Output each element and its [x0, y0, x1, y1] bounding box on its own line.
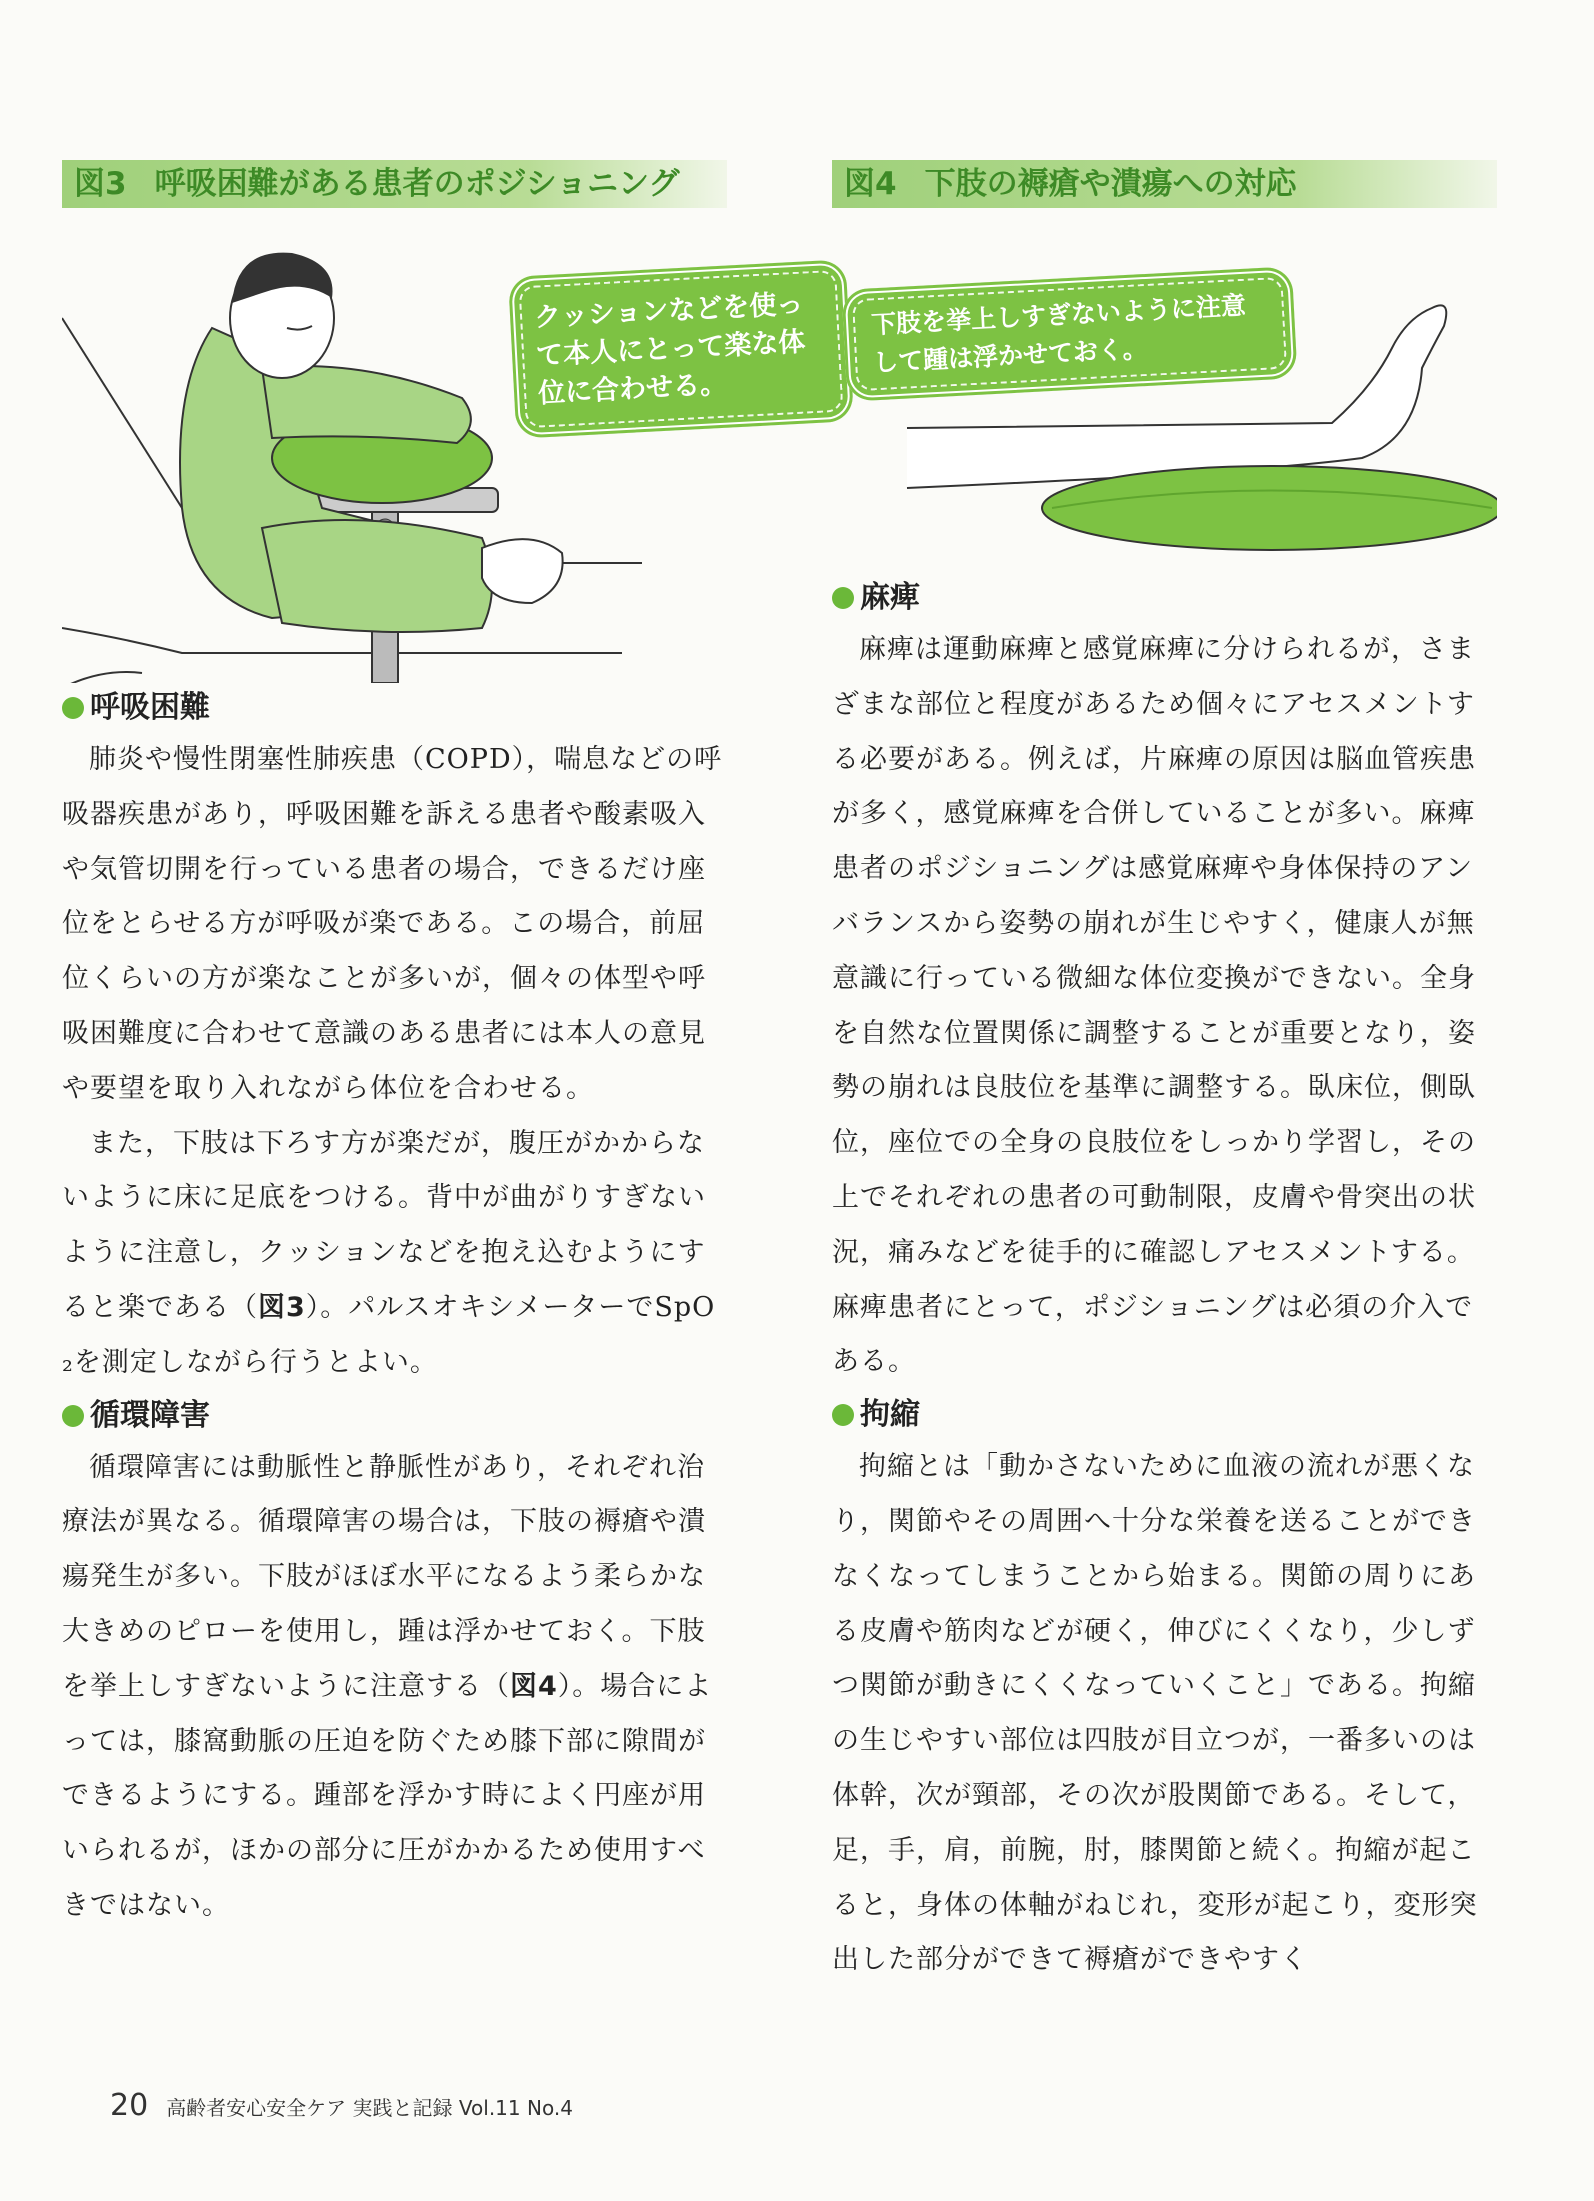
- bullet-icon: [832, 587, 854, 609]
- bullet-icon: [832, 1404, 854, 1426]
- figure4-title: 下肢の褥瘡や潰瘍への対応: [924, 166, 1297, 202]
- page-number: 20: [110, 2088, 149, 2123]
- right-column: [832, 160, 1497, 1988]
- figure4-callout: 下肢を挙上しすぎないように注意して踵は浮かせておく。: [841, 266, 1297, 401]
- figure3-title-bar: [62, 160, 727, 208]
- circulatory-paragraph: 循環障害には動脈性と静脈性があり，それぞれ治療法が異なる。循環障害の場合は，下肢の褥瘡や潰瘍発生が多い。下肢がほぼ水平になるよう柔らかな大きめのピローを使用し，踵は浮かせておく。下肢を挙上しすぎないように注意する（図4）。場合によっては，膝窩動脈の圧迫を防ぐため膝下部に隙間ができるようにする。踵部を浮かす時によく円座が用いられるが，ほかの部分に圧がかかるため使用すべきではない。: [62, 1451, 713, 1921]
- contracture-heading: 拘縮: [832, 1390, 1497, 1440]
- figure4-illustration: [832, 208, 1497, 573]
- circulatory-heading: 循環障害: [62, 1391, 727, 1441]
- figure4-reference: 図4: [510, 1670, 558, 1702]
- figure4-number: 図4: [844, 166, 897, 202]
- paralysis-paragraph: 麻痺は運動麻痺と感覚麻痺に分けられるが，さまざまな部位と程度があるため個々にアセスメントする必要がある。例えば，片麻痺の原因は脳血管疾患が多く，感覚麻痺を合併していることが多い。麻痺患者のポジショニングは感覚麻痺や身体保持のアンバランスから姿勢の崩れが生じやすく，健康人が無意識に行っている微細な体位変換ができない。全身を自然な位置関係に調整することが重要となり，姿勢の崩れは良肢位を基準に調整する。臥床位，側臥位，座位での全身の良肢位をしっかり学習し，その上でそれぞれの患者の可動制限，皮膚や骨突出の状況，痛みなどを徒手的に確認しアセスメントする。麻痺患者にとって，ポジショニングは必須の介入である。: [832, 634, 1476, 1378]
- dyspnea-paragraph-1: 肺炎や慢性閉塞性肺疾患（COPD），喘息などの呼吸器疾患があり，呼吸困難を訴える患者や酸素吸入や気管切開を行っている患者の場合，できるだけ座位をとらせる方が呼吸が楽である。この場合，前屈位くらいの方が楽なことが多いが，個々の体型や呼吸困難度に合わせて意識のある患者には本人の意見や要望を取り入れながら体位を合わせる。: [62, 744, 723, 1104]
- figure3-illustration: [62, 208, 807, 683]
- contracture-paragraph: 拘縮とは「動かさないために血液の流れが悪くなり，関節やその周囲へ十分な栄養を送ることができなくなってしまうことから始まる。関節の周りにある皮膚や筋肉などが硬く，伸びにくくなり，少しずつ関節が動きにくくなっていくこと」である。拘縮の生じやすい部位は四肢が目立つが，一番多いのは体幹，次が頸部，その次が股関節である。そして，足，手，肩，前腕，肘，膝関節と続く。拘縮が起こると，身体の体軸がねじれ，変形が起こり，変形突出した部分ができて褥瘡ができやすく: [832, 1451, 1478, 1976]
- journal-title: 高齢者安心安全ケア 実践と記録 Vol.11 No.4: [166, 2096, 573, 2120]
- bullet-icon: [62, 1405, 84, 1427]
- left-column: [62, 160, 807, 1934]
- figure3-reference: 図3: [258, 1291, 306, 1323]
- dyspnea-paragraph-2: また，下肢は下ろす方が楽だが，腹圧がかからないように床に足底をつける。背中が曲がりすぎないように注意し，クッションなどを抱え込むようにすると楽である（図3）。パルスオキシメーターでSpO₂を測定しながら行うとよい。: [62, 1127, 716, 1378]
- figure3-title: 呼吸困難がある患者のポジショニング: [154, 166, 680, 202]
- dyspnea-heading: 呼吸困難: [62, 683, 727, 733]
- figure4-title-bar: [832, 160, 1497, 208]
- figure3-number: 図3: [74, 166, 127, 202]
- figure3-callout: クッションなどを使って本人にとって楽な体位に合わせる。: [508, 259, 854, 438]
- paralysis-heading: 麻痺: [832, 573, 1497, 623]
- page-footer: [110, 2088, 573, 2123]
- bullet-icon: [62, 697, 84, 719]
